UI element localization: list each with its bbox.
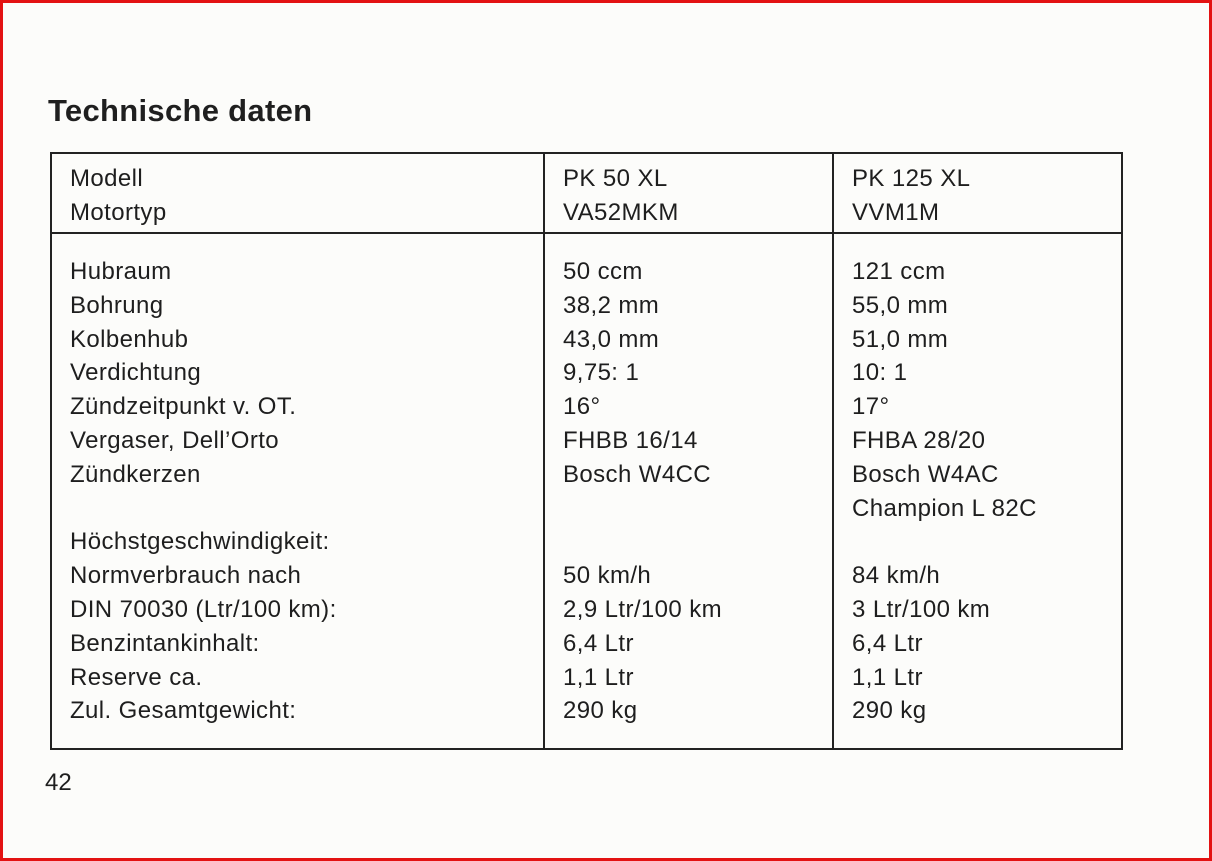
spec-pk125-value-4: 17° (852, 393, 890, 421)
spec-pk50-value-3: 9,75: 1 (563, 359, 640, 387)
spec-label-1: Bohrung (70, 291, 164, 319)
table-header-pk125-cell (834, 154, 1121, 234)
spec-pk50-value-5: FHBB 16/14 (563, 426, 698, 454)
spec-pk50-value-12: 1,1 Ltr (563, 663, 634, 691)
table-header-pk50-cell (545, 154, 834, 234)
header-pk125-engine: VVM1M (852, 198, 940, 226)
table-header-label-cell (52, 154, 545, 234)
spec-pk125-value-6: Bosch W4AC (852, 460, 999, 488)
spec-pk125-value-8 (852, 525, 1121, 559)
header-label-engine-type: Motortyp (70, 198, 167, 226)
spec-pk125-value-1: 55,0 mm (852, 291, 949, 319)
spec-pk125-value-7: Champion L 82C (852, 494, 1037, 522)
spec-label-5: Vergaser, Dell’Orto (70, 426, 280, 454)
spec-pk50-column (545, 234, 834, 748)
spec-pk50-value-6: Bosch W4CC (563, 460, 712, 488)
technical-data-table (50, 152, 1123, 750)
spec-label-2: Kolbenhub (70, 325, 189, 353)
spec-pk125-value-2: 51,0 mm (852, 325, 949, 353)
spec-pk50-value-1: 38,2 mm (563, 291, 660, 319)
spec-pk50-value-11: 6,4 Ltr (563, 629, 634, 657)
spec-label-column (52, 234, 545, 748)
spec-pk125-value-11: 6,4 Ltr (852, 629, 923, 657)
header-label-model: Modell (70, 165, 144, 192)
spec-pk50-value-10: 2,9 Ltr/100 km (563, 595, 723, 623)
spec-pk125-column (834, 234, 1121, 748)
spec-label-11: Benzintankinhalt: (70, 629, 260, 657)
header-pk125-model: PK 125 XL (852, 165, 971, 192)
header-pk50-engine: VA52MKM (563, 198, 679, 226)
spec-label-7 (70, 492, 543, 526)
spec-pk125-value-0: 121 ccm (852, 258, 946, 285)
spec-pk50-value-8 (563, 525, 832, 559)
spec-pk50-value-13: 290 kg (563, 697, 638, 725)
page-number: 42 (45, 769, 72, 796)
spec-label-13: Zul. Gesamtgewicht: (70, 697, 297, 725)
spec-label-8: Höchstgeschwindigkeit: (70, 528, 330, 556)
spec-pk125-value-10: 3 Ltr/100 km (852, 595, 991, 623)
spec-pk125-value-3: 10: 1 (852, 359, 908, 387)
spec-pk50-value-0: 50 ccm (563, 258, 643, 285)
spec-pk125-value-5: FHBA 28/20 (852, 426, 986, 454)
spec-pk50-value-7 (563, 492, 832, 526)
spec-label-9: Normverbrauch nach (70, 562, 302, 590)
spec-label-10: DIN 70030 (Ltr/100 km): (70, 595, 337, 623)
spec-pk50-value-4: 16° (563, 393, 601, 421)
spec-label-12: Reserve ca. (70, 663, 203, 691)
spec-label-6: Zündkerzen (70, 460, 201, 488)
spec-label-4: Zündzeitpunkt v. OT. (70, 393, 297, 421)
spec-label-0: Hubraum (70, 258, 172, 285)
spec-pk125-value-12: 1,1 Ltr (852, 663, 923, 691)
spec-pk125-value-9: 84 km/h (852, 562, 941, 590)
page-title: Technische daten (48, 93, 313, 128)
spec-label-3: Verdichtung (70, 359, 202, 387)
header-pk50-model: PK 50 XL (563, 165, 668, 192)
spec-pk125-value-13: 290 kg (852, 697, 927, 725)
spec-pk50-value-9: 50 km/h (563, 562, 652, 590)
spec-pk50-value-2: 43,0 mm (563, 325, 660, 353)
